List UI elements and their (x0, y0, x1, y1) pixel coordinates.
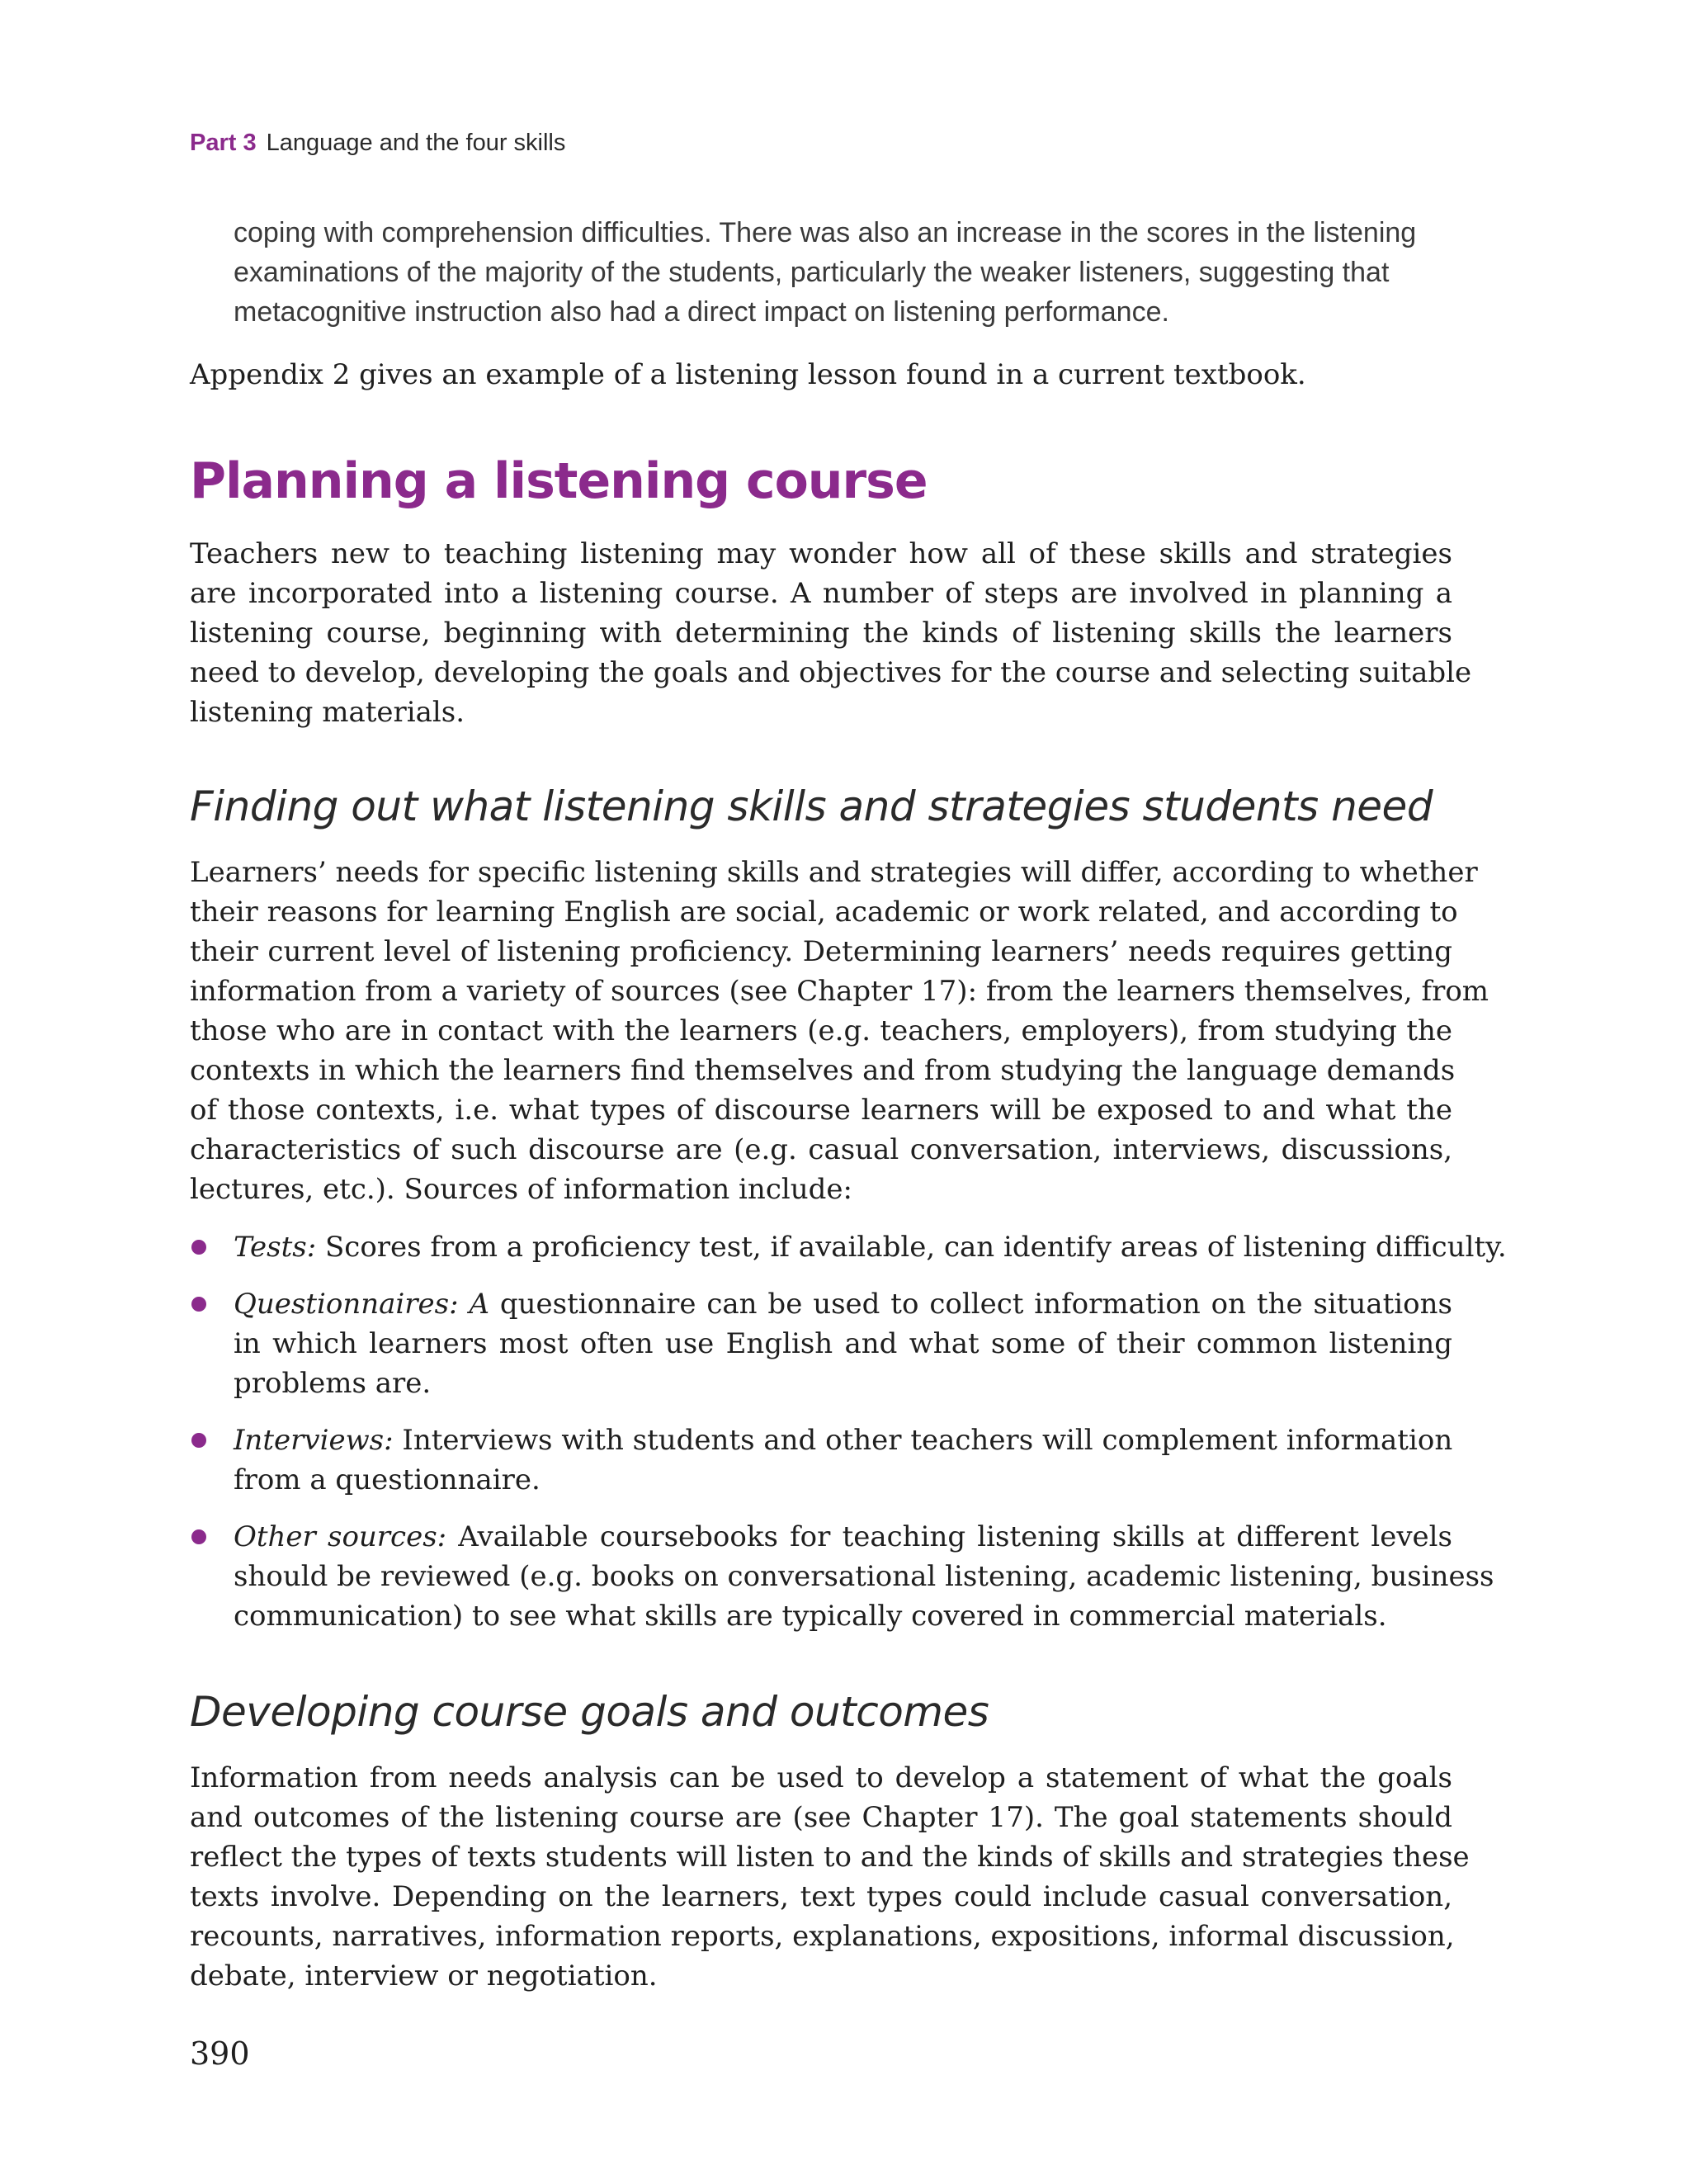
bullet-line: should be reviewed (e.g. books on conversational listening, academic listening, business (234, 1560, 1494, 1593)
quoted-passage (234, 213, 1579, 332)
subheading-needs: Finding out what listening skills and strategies students need (190, 782, 1433, 830)
bullet-term: Other sources: (234, 1520, 447, 1553)
paragraph-line: texts involve. Depending on the learners, text types could include casual conversation, (190, 1880, 1452, 1913)
paragraph-line: characteristics of such discourse are (e.g. casual conversation, interviews, discussions, (190, 1133, 1452, 1166)
bullet-line: from a questionnaire. (234, 1463, 541, 1496)
sources-list (190, 1227, 1507, 1653)
paragraph-line: contexts in which the learners find themselves and from studying the language demands (190, 1054, 1456, 1087)
running-head-title: Language and the four skills (266, 130, 566, 156)
paragraph-line: those who are in contact with the learners (e.g. teachers, employers), from studying the (190, 1014, 1452, 1047)
running-head-part: Part 3 (190, 130, 257, 156)
bullet-line: communication) to see what skills are typically covered in commercial materials. (234, 1600, 1387, 1633)
list-item (190, 1421, 1452, 1500)
paragraph-line: are incorporated into a listening course. A number of steps are involved in planning a (190, 577, 1452, 610)
paragraph-line: their reasons for learning English are social, academic or work related, and according to (190, 896, 1458, 929)
list-item (190, 1227, 1507, 1267)
paragraph-line: lectures, etc.). Sources of information include: (190, 1173, 852, 1206)
goals-paragraph (190, 1758, 1470, 1996)
bullet-icon (191, 1297, 206, 1312)
needs-paragraph (190, 853, 1489, 1209)
page-number: 390 (190, 2035, 250, 2072)
bullet-line (234, 1284, 1452, 1324)
paragraph-line: their current level of listening proficiency. Determining learners’ needs requires getting (190, 935, 1452, 968)
bullet-term: Interviews: (234, 1424, 394, 1457)
bullet-icon (191, 1240, 206, 1255)
paragraph-line: and outcomes of the listening course are (see Chapter 17). The goal statements should (190, 1801, 1452, 1834)
paragraph-line: Teachers new to teaching listening may wonder how all of these skills and strategies (190, 537, 1452, 570)
subheading-goals: Developing course goals and outcomes (190, 1688, 989, 1736)
bullet-line (234, 1227, 1507, 1267)
bullet-text: questionnaire can be used to collect information on the situations (489, 1288, 1452, 1321)
paragraph-line: debate, interview or negotiation. (190, 1959, 658, 1993)
list-item (190, 1517, 1494, 1636)
paragraph-line: information from a variety of sources (see Chapter 17): from the learners themselves, from (190, 975, 1489, 1008)
paragraph-line: listening materials. (190, 696, 465, 729)
quote-line: coping with comprehension difficulties. There was also an increase in the scores in the listening (234, 217, 1417, 248)
bullet-line: in which learners most often use English and what some of their common listening (234, 1327, 1452, 1360)
appendix-line: Appendix 2 gives an example of a listening lesson found in a current textbook. (190, 358, 1306, 391)
running-head (190, 130, 565, 157)
paragraph-line: listening course, beginning with determining the kinds of listening skills the learners (190, 617, 1452, 650)
bullet-line (234, 1421, 1452, 1460)
bullet-line: problems are. (234, 1367, 432, 1400)
bullet-line (234, 1517, 1452, 1557)
bullet-icon (191, 1433, 206, 1448)
bullet-text: Scores from a proficiency test, if available, can identify areas of listening difficulty. (316, 1231, 1507, 1264)
bullet-text: Available coursebooks for teaching listening skills at different levels (446, 1520, 1452, 1553)
bullet-text: Interviews with students and other teachers will complement information (393, 1424, 1453, 1457)
paragraph-line: of those contexts, i.e. what types of discourse learners will be exposed to and what the (190, 1094, 1452, 1127)
section-title: Planning a listening course (190, 452, 928, 510)
list-item (190, 1284, 1452, 1403)
quote-line: examinations of the majority of the students, particularly the weaker listeners, suggesting that (234, 257, 1390, 288)
bullet-icon (191, 1529, 206, 1544)
paragraph-line: recounts, narratives, information reports, explanations, expositions, informal discussion, (190, 1920, 1455, 1953)
paragraph-line: need to develop, developing the goals and objectives for the course and selecting suitable (190, 656, 1472, 689)
paragraph-line: reflect the types of texts students will listen to and the kinds of skills and strategies these (190, 1841, 1470, 1874)
paragraph-line: Learners’ needs for specific listening skills and strategies will differ, according to whether (190, 856, 1478, 889)
bullet-term: Questionnaires: A (234, 1288, 490, 1321)
appendix-sentence (190, 355, 1452, 395)
bullet-term: Tests: (234, 1231, 317, 1264)
quote-line: metacognitive instruction also had a direct impact on listening performance. (234, 296, 1169, 328)
paragraph-line: Information from needs analysis can be used to develop a statement of what the goals (190, 1761, 1452, 1794)
intro-paragraph (190, 534, 1472, 732)
